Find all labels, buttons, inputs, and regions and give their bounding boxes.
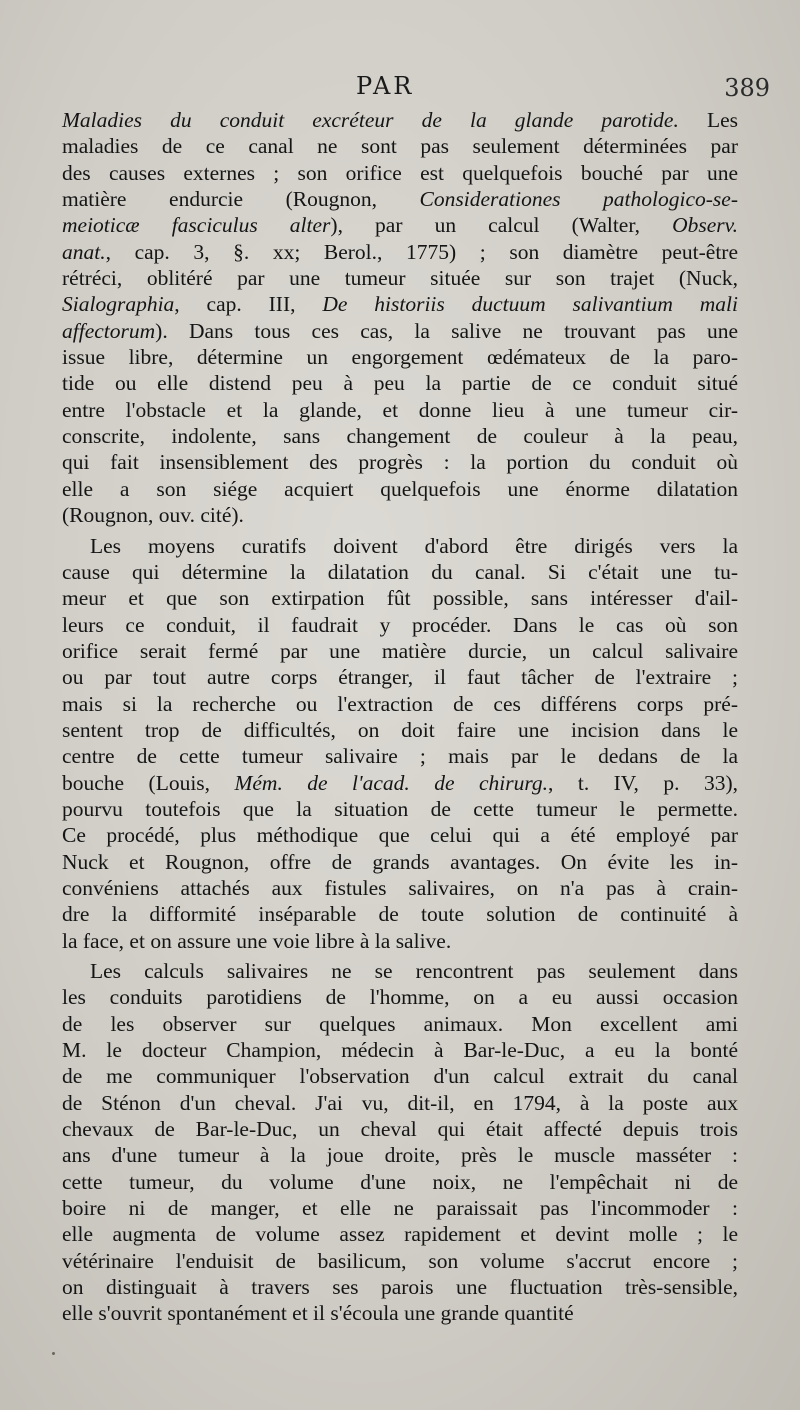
text-line — [62, 160, 738, 186]
text-run: les conduits parotidiens de l'homme, on a eu aussi occasion — [62, 985, 738, 1010]
italic-text: Considerationes pathologico-se- — [419, 187, 738, 212]
text-run: ans d'une tumeur à la joue droite, près le muscle masséter : — [62, 1143, 738, 1168]
text-run: meur et que son extirpation fût possible, sans intéresser d'ail- — [62, 586, 738, 611]
text-run: sentent trop de difficultés, on doit faire une incision dans le — [62, 717, 738, 742]
text-run: , t. IV, p. 33), — [548, 770, 738, 795]
text-line — [62, 1300, 738, 1326]
text-line — [62, 239, 738, 265]
text-line — [62, 291, 738, 317]
italic-text: affectorum — [62, 318, 156, 343]
text-line — [62, 822, 738, 848]
text-line — [62, 423, 738, 449]
text-run: Les — [678, 108, 738, 132]
text-line — [62, 107, 738, 133]
text-line — [62, 1274, 738, 1300]
paragraph — [62, 958, 738, 1327]
text-line — [62, 1248, 738, 1274]
paper-speck — [52, 1352, 55, 1355]
text-line — [62, 612, 738, 638]
text-run: elle s'ouvrit spontanément et il s'écoula une grande quantité — [62, 1301, 574, 1326]
text-run: centre de cette tumeur salivaire ; mais par le dedans de la — [62, 744, 738, 769]
text-run: mais si la recherche ou l'extraction de ces différens corps pré- — [62, 691, 738, 716]
text-run: elle augmenta de volume assez rapidement et devint molle ; le — [62, 1222, 738, 1247]
text-line — [62, 1221, 738, 1247]
text-run: on distinguait à travers ses parois une fluctuation très-sensible, — [62, 1275, 738, 1300]
text-run: Nuck et Rougnon, offre de grands avantages. On évite les in- — [62, 849, 738, 874]
text-line — [62, 901, 738, 927]
text-line — [62, 265, 738, 291]
text-line — [62, 502, 738, 528]
text-line — [62, 585, 738, 611]
text-run: tide ou elle distend peu à peu la partie de ce conduit situé — [62, 371, 738, 396]
text-run: cette tumeur, du volume d'une noix, ne l'empêchait ni de — [62, 1169, 738, 1194]
page-number: 389 — [724, 74, 770, 102]
text-line — [62, 212, 738, 238]
text-run: leurs ce conduit, il faudrait y procéder. Dans le cas où son — [62, 612, 738, 637]
text-line — [62, 133, 738, 159]
text-run: ), par un calcul (Walter, — [330, 213, 673, 238]
text-run: boire ni de manger, et elle ne paraissait pas l'incommoder : — [62, 1196, 738, 1221]
text-run: , cap. 3, §. xx; Berol., 1775) ; son diamètre peut-être — [105, 239, 738, 264]
italic-text: meioticæ fasciculus alter — [62, 213, 331, 238]
text-line — [62, 533, 738, 559]
text-run: M. le docteur Champion, médecin à Bar-le-Duc, a eu la bonté — [62, 1038, 738, 1063]
text-line — [62, 1142, 738, 1168]
text-run: maladies de ce canal ne sont pas seulement déterminées par — [62, 134, 738, 159]
text-run: des causes externes ; son orifice est quelquefois bouché par une — [62, 160, 738, 185]
text-run: pourvu toutefois que la situation de cette tumeur le permette. — [62, 796, 738, 821]
text-line — [62, 796, 738, 822]
text-line — [62, 875, 738, 901]
italic-text: De historiis ductuum salivantium mali — [322, 292, 738, 317]
text-run: (Rougnon, ouv. cité). — [62, 503, 244, 528]
text-line — [62, 476, 738, 502]
paragraph — [62, 107, 738, 529]
text-run: qui fait insensiblement des progrès : la portion du conduit où — [62, 450, 738, 475]
text-line — [62, 928, 738, 954]
text-run: conscrite, indolente, sans changement de couleur à la peau, — [62, 424, 738, 449]
text-line — [62, 717, 738, 743]
text-line — [62, 664, 738, 690]
text-line — [62, 449, 738, 475]
text-run: la face, et on assure une voie libre à la salive. — [62, 928, 452, 953]
text-line — [62, 849, 738, 875]
text-run: bouche (Louis, — [62, 770, 235, 795]
text-line — [62, 638, 738, 664]
text-run: de Sténon d'un cheval. J'ai vu, dit-il, en 1794, à la poste aux — [62, 1090, 738, 1115]
text-run: entre l'obstacle et la glande, et donne lieu à une tumeur cir- — [62, 397, 738, 422]
text-line — [62, 186, 738, 212]
text-line — [62, 1037, 738, 1063]
text-line — [62, 958, 738, 984]
text-line — [62, 370, 738, 396]
body-text — [62, 107, 738, 1327]
italic-text: Observ. — [672, 213, 739, 238]
text-line — [62, 1090, 738, 1116]
text-run: orifice serait fermé par une matière durcie, un calcul salivaire — [62, 638, 738, 663]
text-run: Les calculs salivaires ne se rencontrent pas seulement dans — [90, 959, 738, 983]
text-run: vétérinaire l'enduisit de basilicum, son volume s'accrut encore ; — [62, 1248, 738, 1273]
text-run: Ce procédé, plus méthodique que celui qui a été employé par — [62, 823, 738, 848]
text-line — [62, 1011, 738, 1037]
text-run: rétréci, oblitéré par une tumeur située sur son trajet (Nuck, — [62, 266, 738, 291]
text-run: issue libre, détermine un engorgement œdémateux de la paro- — [62, 345, 738, 370]
italic-text: Maladies du conduit excréteur de la glande parotide. — [62, 108, 679, 132]
text-run: dre la difformité inséparable de toute solution de continuité à — [62, 902, 738, 927]
text-line — [62, 1169, 738, 1195]
text-line — [62, 743, 738, 769]
text-run: , cap. III, — [174, 292, 323, 317]
text-line — [62, 397, 738, 423]
text-line — [62, 318, 738, 344]
text-run: ou par tout autre corps étranger, il faut tâcher de l'extraire ; — [62, 665, 738, 690]
italic-text: Mém. de l'acad. de chirurg. — [234, 770, 549, 795]
text-line — [62, 559, 738, 585]
text-run: de les observer sur quelques animaux. Mon excellent ami — [62, 1011, 738, 1036]
text-line — [62, 1195, 738, 1221]
text-run: cause qui détermine la dilatation du canal. Si c'était une tu- — [62, 559, 738, 584]
text-run: elle a son siége acquiert quelquefois une énorme dilatation — [62, 476, 738, 501]
text-run: de me communiquer l'observation d'un calcul extrait du canal — [62, 1064, 738, 1089]
text-line — [62, 984, 738, 1010]
text-line — [62, 344, 738, 370]
text-line — [62, 770, 738, 796]
text-line — [62, 1063, 738, 1089]
text-run: ). Dans tous ces cas, la salive ne trouvant pas une — [155, 318, 738, 343]
text-run: Les moyens curatifs doivent d'abord être dirigés vers la — [90, 533, 738, 558]
italic-text: anat. — [62, 239, 106, 264]
text-line — [62, 691, 738, 717]
text-run: matière endurcie (Rougnon, — [62, 187, 420, 212]
page-header — [0, 72, 800, 104]
italic-text: Sialographia — [62, 292, 175, 317]
text-run: convéniens attachés aux fistules salivaires, on n'a pas à crain- — [62, 875, 738, 900]
paragraph — [62, 533, 738, 955]
text-run: chevaux de Bar-le-Duc, un cheval qui était affecté depuis trois — [62, 1117, 738, 1142]
running-head: PAR — [356, 72, 415, 100]
text-line — [62, 1116, 738, 1142]
